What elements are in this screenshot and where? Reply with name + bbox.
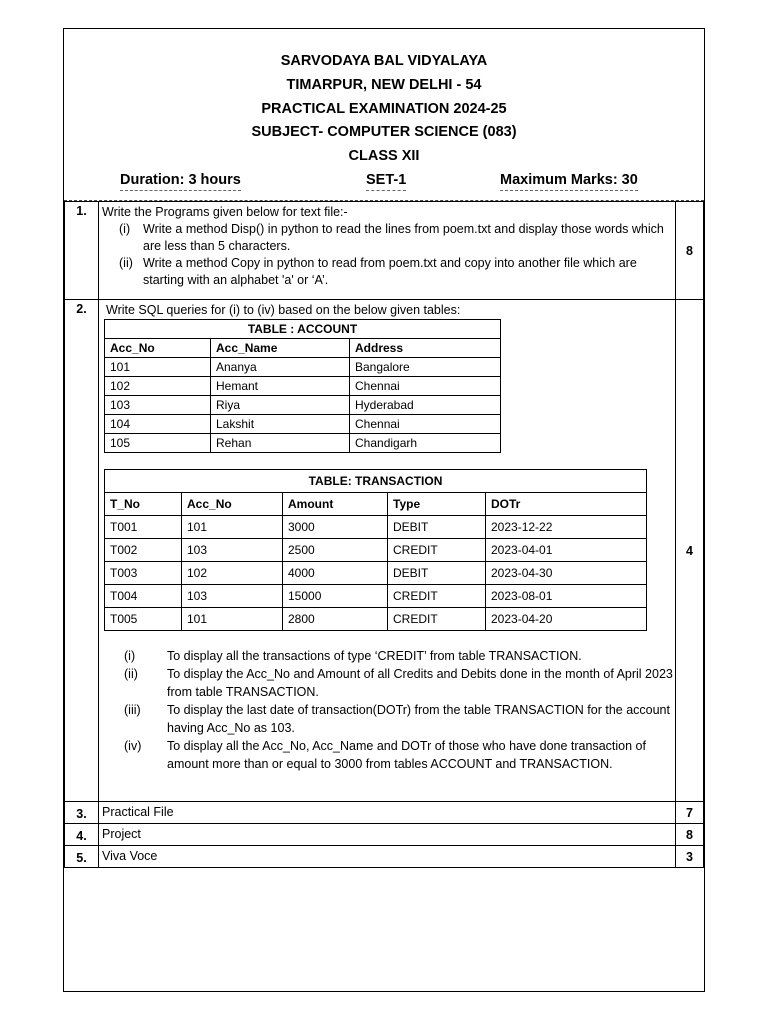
- query-text: To display the Acc_No and Amount of all Credits and Debits done in the month of April 2023 from table TRANSACTION.: [167, 667, 673, 699]
- table-cell: Chennai: [350, 415, 501, 434]
- table-cell: 101: [182, 516, 283, 539]
- duration: Duration: 3 hours: [120, 170, 241, 191]
- sub-question: [102, 255, 673, 289]
- question-number: 2.: [65, 300, 99, 802]
- question-intro: Write the Programs given below for text file:-: [102, 205, 348, 219]
- query-item: [124, 647, 673, 665]
- table-cell: 2023-04-30: [486, 562, 647, 585]
- table-row: [105, 358, 501, 377]
- question-marks: 8: [676, 824, 704, 846]
- column-header: Address: [350, 339, 501, 358]
- table-cell: T005: [105, 608, 182, 631]
- question-row: [65, 846, 704, 868]
- column-header: Acc_Name: [211, 339, 350, 358]
- query-text: To display all the Acc_No, Acc_Name and DOTr of those who have done transaction of amount more than or equal to 3000 from tables ACCOUNT and TRANSACTION.: [167, 739, 646, 771]
- table-caption: TABLE : ACCOUNT: [105, 320, 501, 339]
- table-cell: 104: [105, 415, 211, 434]
- column-header: Amount: [283, 493, 388, 516]
- table-cell: DEBIT: [388, 516, 486, 539]
- query-item: [124, 737, 673, 773]
- query-item: [124, 665, 673, 701]
- question-number: 3.: [65, 802, 99, 824]
- class-title: CLASS XII: [348, 148, 420, 164]
- table-cell: 101: [182, 608, 283, 631]
- question-marks: 7: [676, 802, 704, 824]
- sub-question-text: Write a method Disp() in python to read the lines from poem.txt and display those words which are less than 5 characters.: [143, 222, 664, 253]
- table-cell: 101: [105, 358, 211, 377]
- school-name: SARVODAYA BAL VIDYALAYA: [280, 53, 488, 69]
- table-cell: T003: [105, 562, 182, 585]
- table-cell: Bangalore: [350, 358, 501, 377]
- question-number: 5.: [65, 846, 99, 868]
- query-item: [124, 701, 673, 737]
- column-header: Acc_No: [182, 493, 283, 516]
- table-cell: 103: [182, 585, 283, 608]
- table-row: [105, 415, 501, 434]
- table-cell: 103: [182, 539, 283, 562]
- table-cell: DEBIT: [388, 562, 486, 585]
- column-header: Acc_No: [105, 339, 211, 358]
- question-body: [99, 300, 676, 802]
- table-cell: 15000: [283, 585, 388, 608]
- question-body: Project: [99, 824, 676, 846]
- account-table: [104, 319, 501, 453]
- table-cell: T002: [105, 539, 182, 562]
- maximum-marks: Maximum Marks: 30: [500, 170, 638, 191]
- question-body: Viva Voce: [99, 846, 676, 868]
- table-cell: Hemant: [211, 377, 350, 396]
- table-cell: 2800: [283, 608, 388, 631]
- query-text: To display all the transactions of type ‘CREDIT’ from table TRANSACTION.: [167, 649, 582, 663]
- table-cell: 3000: [283, 516, 388, 539]
- table-row: [105, 434, 501, 453]
- table-cell: CREDIT: [388, 585, 486, 608]
- question-body: [99, 202, 676, 300]
- table-cell: 2023-04-01: [486, 539, 647, 562]
- question-number: 1.: [65, 202, 99, 300]
- question-intro: Write SQL queries for (i) to (iv) based on the below given tables:: [106, 303, 461, 317]
- table-cell: 2500: [283, 539, 388, 562]
- paper-header: [64, 29, 704, 201]
- table-cell: 4000: [283, 562, 388, 585]
- table-cell: Chennai: [350, 377, 501, 396]
- question-body: Practical File: [99, 802, 676, 824]
- question-row: [65, 824, 704, 846]
- table-row: [105, 377, 501, 396]
- table-cell: 102: [182, 562, 283, 585]
- table-row: [105, 608, 647, 631]
- transaction-table: [104, 469, 647, 631]
- query-number: (ii): [124, 667, 138, 681]
- table-cell: 103: [105, 396, 211, 415]
- column-header: DOTr: [486, 493, 647, 516]
- question-row: [65, 802, 704, 824]
- question-row: [65, 300, 704, 802]
- query-number: (i): [124, 649, 136, 663]
- sub-question: [102, 221, 673, 255]
- question-number: 4.: [65, 824, 99, 846]
- table-cell: Ananya: [211, 358, 350, 377]
- query-number: (iii): [124, 703, 141, 717]
- sub-question-number: (i): [119, 222, 131, 236]
- table-row: [105, 539, 647, 562]
- sub-question-number: (ii): [119, 256, 133, 270]
- table-cell: Rehan: [211, 434, 350, 453]
- table-row: [105, 516, 647, 539]
- table-row: [105, 396, 501, 415]
- set-number: SET-1: [366, 170, 406, 191]
- school-location: TIMARPUR, NEW DELHI - 54: [286, 77, 482, 93]
- query-text: To display the last date of transaction(DOTr) from the table TRANSACTION for the account having Acc_No as 103.: [167, 703, 670, 735]
- sub-question-text: Write a method Copy in python to read from poem.txt and copy into another file which are starting with an alphabet 'a' or ‘A’.: [143, 256, 637, 287]
- table-cell: T004: [105, 585, 182, 608]
- table-row: [105, 585, 647, 608]
- subject-title: SUBJECT- COMPUTER SCIENCE (083): [251, 124, 517, 140]
- query-number: (iv): [124, 739, 142, 753]
- question-marks: 8: [676, 202, 704, 300]
- table-cell: Riya: [211, 396, 350, 415]
- table-cell: 102: [105, 377, 211, 396]
- table-cell: 2023-04-20: [486, 608, 647, 631]
- table-cell: Hyderabad: [350, 396, 501, 415]
- table-cell: Lakshit: [211, 415, 350, 434]
- questions-table: [64, 201, 704, 868]
- sql-queries: [102, 647, 673, 773]
- exam-title: PRACTICAL EXAMINATION 2024-25: [261, 101, 507, 117]
- question-marks: 3: [676, 846, 704, 868]
- exam-paper: [63, 28, 705, 992]
- table-cell: 2023-12-22: [486, 516, 647, 539]
- table-caption: TABLE: TRANSACTION: [105, 470, 647, 493]
- column-header: T_No: [105, 493, 182, 516]
- table-cell: CREDIT: [388, 608, 486, 631]
- table-cell: Chandigarh: [350, 434, 501, 453]
- column-header: Type: [388, 493, 486, 516]
- table-cell: 105: [105, 434, 211, 453]
- question-row: [65, 202, 704, 300]
- question-marks: 4: [676, 300, 704, 802]
- table-cell: CREDIT: [388, 539, 486, 562]
- table-cell: T001: [105, 516, 182, 539]
- table-cell: 2023-08-01: [486, 585, 647, 608]
- table-row: [105, 562, 647, 585]
